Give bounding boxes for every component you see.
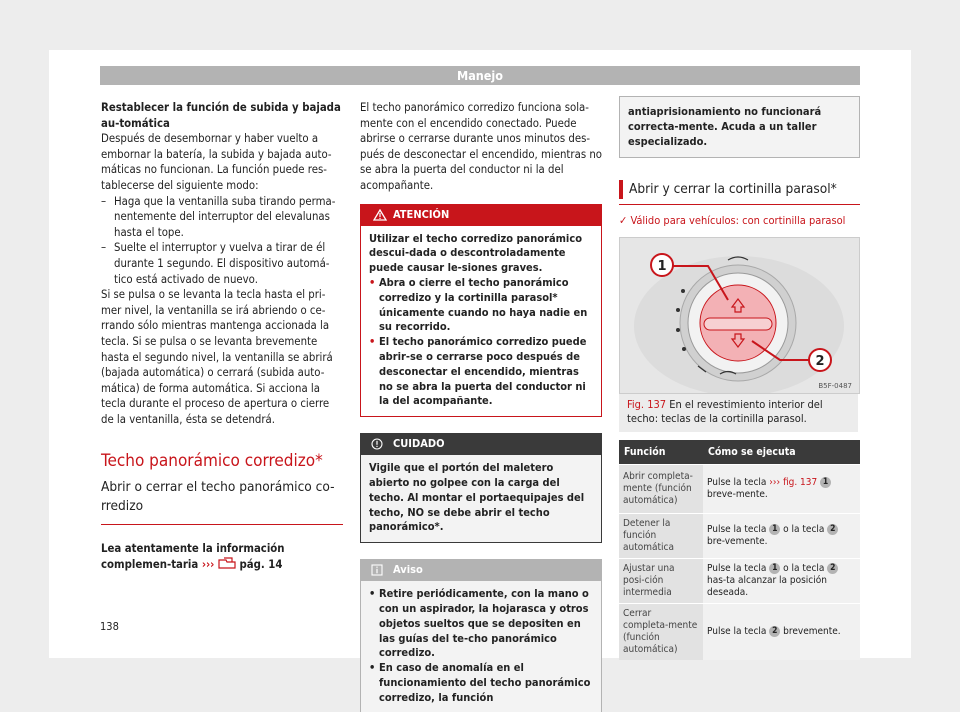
function-cell: Ajustar una posi-ción intermedia bbox=[619, 558, 703, 603]
key-badge: 2 bbox=[827, 524, 838, 535]
action-text: has-ta alcanzar la posición deseada. bbox=[707, 574, 827, 598]
table-row bbox=[619, 558, 860, 603]
reset-steps bbox=[101, 194, 343, 288]
callout-2-label: 2 bbox=[815, 353, 825, 369]
function-table bbox=[619, 440, 860, 660]
key-badge: 2 bbox=[769, 626, 780, 637]
action-text: breve-mente. bbox=[707, 488, 768, 500]
figure-code: B5F-0487 bbox=[818, 381, 852, 390]
warning-intro: Utilizar el techo corredizo panorámico descui-dada o descontroladamente puede causar le-siones graves. bbox=[369, 231, 582, 275]
column-3 bbox=[619, 96, 860, 660]
column-2 bbox=[360, 100, 602, 712]
action-text: o la tecla bbox=[783, 562, 825, 574]
info-circle-icon bbox=[371, 438, 383, 450]
table-header-row bbox=[619, 440, 860, 465]
arrow-icon: ››› bbox=[201, 558, 215, 572]
care-label: CUIDADO bbox=[393, 437, 445, 451]
column-1 bbox=[101, 100, 343, 573]
figure-ref-link[interactable]: ››› fig. 137 bbox=[769, 476, 818, 488]
warning-body bbox=[360, 226, 602, 418]
action-text: brevemente. bbox=[783, 625, 841, 637]
key-badge: 1 bbox=[769, 563, 780, 574]
care-box bbox=[360, 433, 602, 543]
step-item: – Haga que la ventanilla suba tirando perma-nentemente del interruptor del elevalunas hasta el tope. bbox=[101, 194, 343, 241]
sunblind-section-title: Abrir y cerrar la cortinilla parasol* bbox=[619, 180, 860, 199]
function-cell: Cerrar completa-mente (función automática) bbox=[619, 603, 703, 660]
page-header: Manejo bbox=[100, 66, 860, 85]
care-text: Vigile que el portón del maletero abierto no golpee con la carga del techo. Al montar el portaequipajes del techo, NO se debe abrir el techo panorámico*. bbox=[360, 455, 602, 543]
callout-1-label: 1 bbox=[657, 258, 667, 274]
read-more-text: Lea atentamente la información complemen-taria bbox=[101, 542, 285, 572]
step-item: – Suelte el interruptor y vuelva a tirar de él durante 1 segundo. El dispositivo automá-tico está activado de nuevo. bbox=[101, 240, 343, 287]
warning-label: ATENCIÓN bbox=[360, 204, 602, 226]
table-header: Función bbox=[619, 440, 703, 465]
action-cell bbox=[703, 464, 860, 513]
valid-for-text: Válido para vehículos: con cortinilla parasol bbox=[630, 214, 846, 228]
figure-137 bbox=[619, 237, 860, 394]
action-text: Pulse la tecla bbox=[707, 562, 767, 574]
action-cell bbox=[703, 513, 860, 558]
note-icon bbox=[371, 564, 383, 576]
reset-title: Restablecer la función de subida y bajada au-tomática bbox=[101, 101, 341, 130]
action-cell bbox=[703, 603, 860, 660]
action-text: o la tecla bbox=[783, 523, 825, 535]
roof-intro: El techo panorámico corredizo funciona sola-mente con el encendido conectado. Puede abrirse o cerrarse durante unos minutos des-pués de desconectar el encendido, mientras no se abra la puerta del conductor ni la del acompañante. bbox=[360, 101, 603, 192]
reset-intro: Después de desembornar y haber vuelto a embornar la batería, la subida y bajada auto-máticas no funcionan. La función puede res-tablecerse del siguiente modo: bbox=[101, 132, 332, 192]
note-label: Aviso bbox=[393, 563, 423, 577]
figure-caption-text: En el revestimiento interior del techo: teclas de la cortinilla parasol. bbox=[627, 397, 823, 425]
valid-for bbox=[619, 213, 860, 229]
table-row bbox=[619, 603, 860, 660]
action-text: Pulse la tecla bbox=[707, 625, 767, 637]
note-bullet: • Retire periódicamente, con la mano o con un aspirador, la hojarasca y otros objetos sueltos que se depositen en las guías del te-cho panorámico corredizo. bbox=[369, 587, 593, 661]
chapter-title: Techo panorámico corredizo* bbox=[101, 451, 323, 472]
warning-box bbox=[360, 204, 602, 418]
window-paragraph: Si se pulsa o se levanta la tecla hasta el pri-mer nivel, la ventanilla se irá abriendo o ce-rrando sólo mientras mantenga accionada la tecla. Si se pulsa o se levanta brevemente hasta el segundo nivel, la ventanilla se abrirá (bajada automática) o cerrará (subida auto-mática) de forma automática. Si acciona la tecla durante el proceso de apertura o cierre de la ventanilla, ésta se detendrá. bbox=[101, 288, 333, 426]
note-box-continued bbox=[619, 96, 860, 158]
figure-number: Fig. 137 bbox=[627, 397, 667, 411]
warning-icon bbox=[373, 209, 387, 221]
action-text: Pulse la tecla bbox=[707, 476, 767, 488]
page-number: 138 bbox=[100, 620, 119, 633]
action-text: Pulse la tecla bbox=[707, 523, 767, 535]
note-body bbox=[360, 581, 602, 712]
action-text: bre-vemente. bbox=[707, 535, 768, 547]
note-continued: antiaprisionamiento no funcionará correcta-mente. Acuda a un taller especializado. bbox=[619, 96, 860, 158]
figure-caption bbox=[619, 394, 858, 432]
key-badge: 2 bbox=[827, 563, 838, 574]
read-more bbox=[101, 541, 343, 572]
table-row bbox=[619, 464, 860, 513]
note-box bbox=[360, 559, 602, 712]
function-cell: Abrir completa-mente (función automática) bbox=[619, 464, 703, 513]
sunblind-switch-illustration bbox=[620, 238, 859, 393]
check-icon: ✓ bbox=[619, 214, 628, 228]
section-divider bbox=[619, 204, 860, 205]
warning-bullet: • El techo panorámico corredizo puede abrir-se o cerrarse poco después de desconectar el encendido, mientras no se abra la puerta del conductor ni la del acompañante. bbox=[369, 335, 593, 409]
note-bullet: • En caso de anomalía en el funcionamiento del techo panorámico corredizo, la función bbox=[369, 661, 593, 705]
page-link[interactable]: pág. 14 bbox=[239, 558, 283, 572]
book-icon bbox=[218, 557, 236, 569]
table-header: Cómo se ejecuta bbox=[703, 440, 860, 465]
action-cell bbox=[703, 558, 860, 603]
section-title: Abrir o cerrar el techo panorámico co-rredizo bbox=[101, 478, 343, 525]
function-cell: Detener la función automática bbox=[619, 513, 703, 558]
care-head bbox=[360, 433, 602, 455]
warning-bullet: • Abra o cierre el techo panorámico corredizo y la cortinilla parasol* únicamente cuando no haya nadie en su recorrido. bbox=[369, 276, 593, 335]
table-row bbox=[619, 513, 860, 558]
key-badge: 1 bbox=[820, 477, 831, 488]
note-head bbox=[360, 559, 602, 581]
key-badge: 1 bbox=[769, 524, 780, 535]
